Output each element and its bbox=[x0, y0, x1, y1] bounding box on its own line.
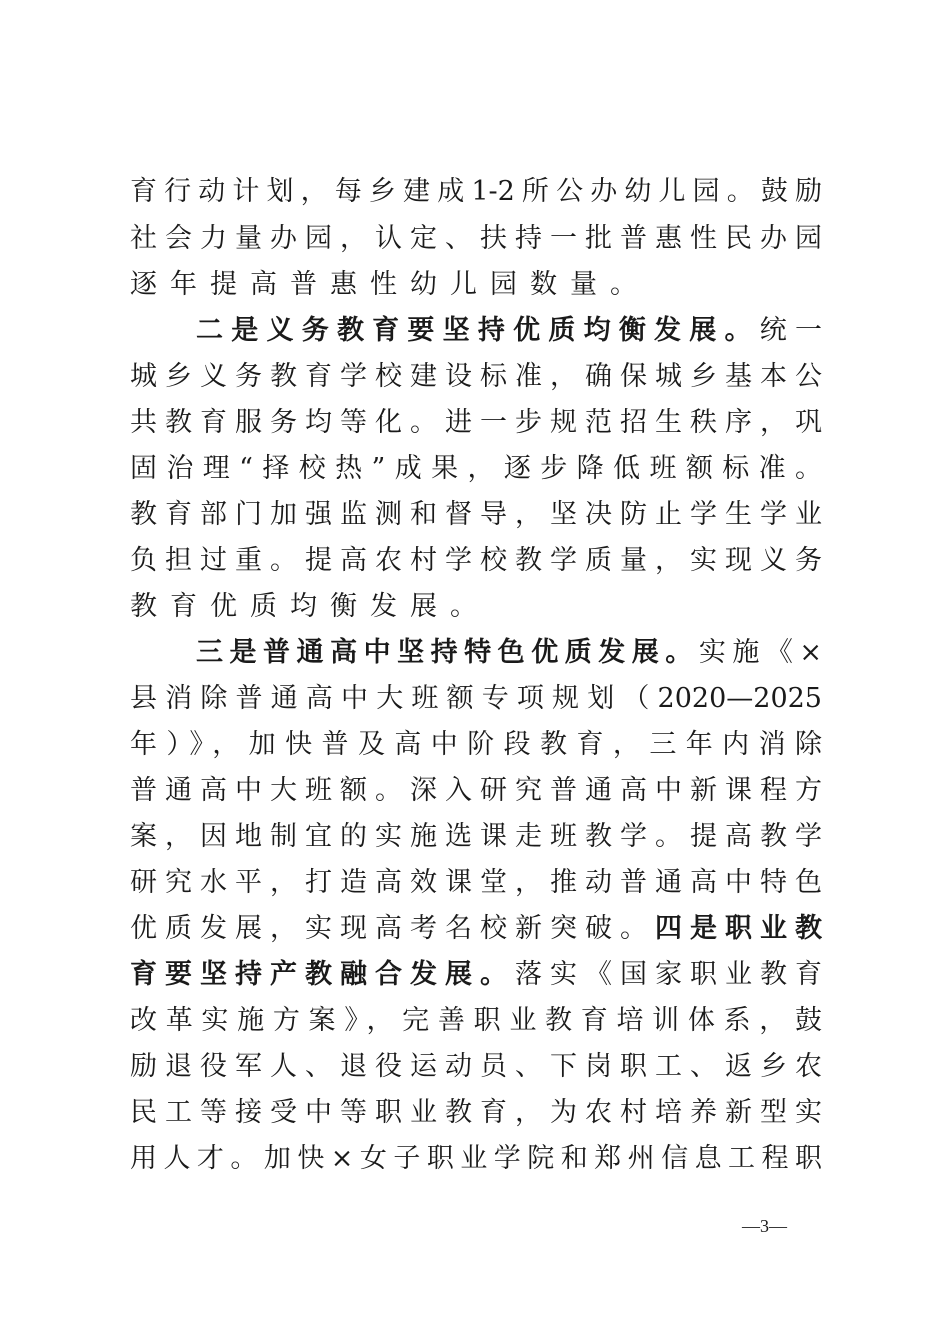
text-run: 城乡义务教育学校建设标准，确保城乡基本公 bbox=[130, 361, 822, 392]
text-run: 逐年提高普惠性幼儿园数量。 bbox=[130, 269, 650, 300]
body-line bbox=[130, 866, 822, 900]
text-run: 固治理“择校热”成果，逐步降低班额标准。 bbox=[130, 453, 822, 484]
body-line bbox=[196, 314, 822, 348]
bold-heading-run: 四是职业教 bbox=[655, 913, 822, 944]
text-run: 育行动计划，每乡建成1-2所公办幼儿园。鼓励 bbox=[130, 176, 822, 207]
text-run: 用人才。加快×女子职业学院和郑州信息工程职 bbox=[130, 1143, 822, 1174]
body-line bbox=[130, 268, 822, 302]
text-run: 落实《国家职业教育 bbox=[515, 959, 822, 990]
body-line bbox=[130, 590, 822, 624]
text-run: 研究水平，打造高效课堂，推动普通高中特色 bbox=[130, 867, 822, 898]
body-line bbox=[130, 452, 822, 486]
bold-heading-run: 二是义务教育要坚持优质均衡发展。 bbox=[196, 315, 760, 346]
body-line bbox=[130, 498, 822, 532]
text-run: 励退役军人、退役运动员、下岗职工、返乡农 bbox=[130, 1051, 822, 1082]
body-line bbox=[130, 958, 822, 992]
text-run: 民工等接受中等职业教育，为农村培养新型实 bbox=[130, 1097, 822, 1128]
body-line bbox=[130, 544, 822, 578]
text-run: 年）》，加快普及高中阶段教育，三年内消除 bbox=[130, 729, 822, 760]
text-run: 共教育服务均等化。进一步规范招生秩序，巩 bbox=[130, 407, 822, 438]
body-line bbox=[130, 1004, 822, 1038]
bold-heading-run: 育要坚持产教融合发展。 bbox=[130, 959, 515, 990]
body-line bbox=[130, 175, 822, 209]
body-line bbox=[130, 728, 822, 762]
body-line bbox=[130, 406, 822, 440]
text-run: 负担过重。提高农村学校教学质量，实现义务 bbox=[130, 545, 822, 576]
text-run: 普通高中大班额。深入研究普通高中新课程方 bbox=[130, 775, 822, 806]
body-line bbox=[130, 1096, 822, 1130]
text-run: 社会力量办园，认定、扶持一批普惠性民办园 bbox=[130, 223, 822, 254]
body-line bbox=[130, 1142, 822, 1176]
body-line bbox=[130, 912, 822, 946]
text-run: 优质发展，实现高考名校新突破。 bbox=[130, 913, 655, 944]
page-number: —3— bbox=[742, 1216, 787, 1236]
text-run: 教育部门加强监测和督导，坚决防止学生学业 bbox=[130, 499, 822, 530]
body-line bbox=[130, 682, 822, 716]
text-run: 改革实施方案》，完善职业教育培训体系，鼓 bbox=[130, 1005, 822, 1036]
text-run: 统一 bbox=[759, 315, 823, 346]
text-run: 案，因地制宜的实施选课走班教学。提高教学 bbox=[130, 821, 822, 852]
body-line bbox=[130, 1050, 822, 1084]
body-line bbox=[130, 774, 822, 808]
body-line bbox=[196, 636, 822, 670]
body-line bbox=[130, 360, 822, 394]
bold-heading-run: 三是普通高中坚持特色优质发展。 bbox=[196, 637, 699, 668]
text-run: 教育优质均衡发展。 bbox=[130, 591, 490, 622]
text-run: 县消除普通高中大班额专项规划（2020—2025 bbox=[130, 683, 822, 714]
text-run: 实施《× bbox=[698, 637, 822, 668]
body-line bbox=[130, 222, 822, 256]
body-line bbox=[130, 820, 822, 854]
